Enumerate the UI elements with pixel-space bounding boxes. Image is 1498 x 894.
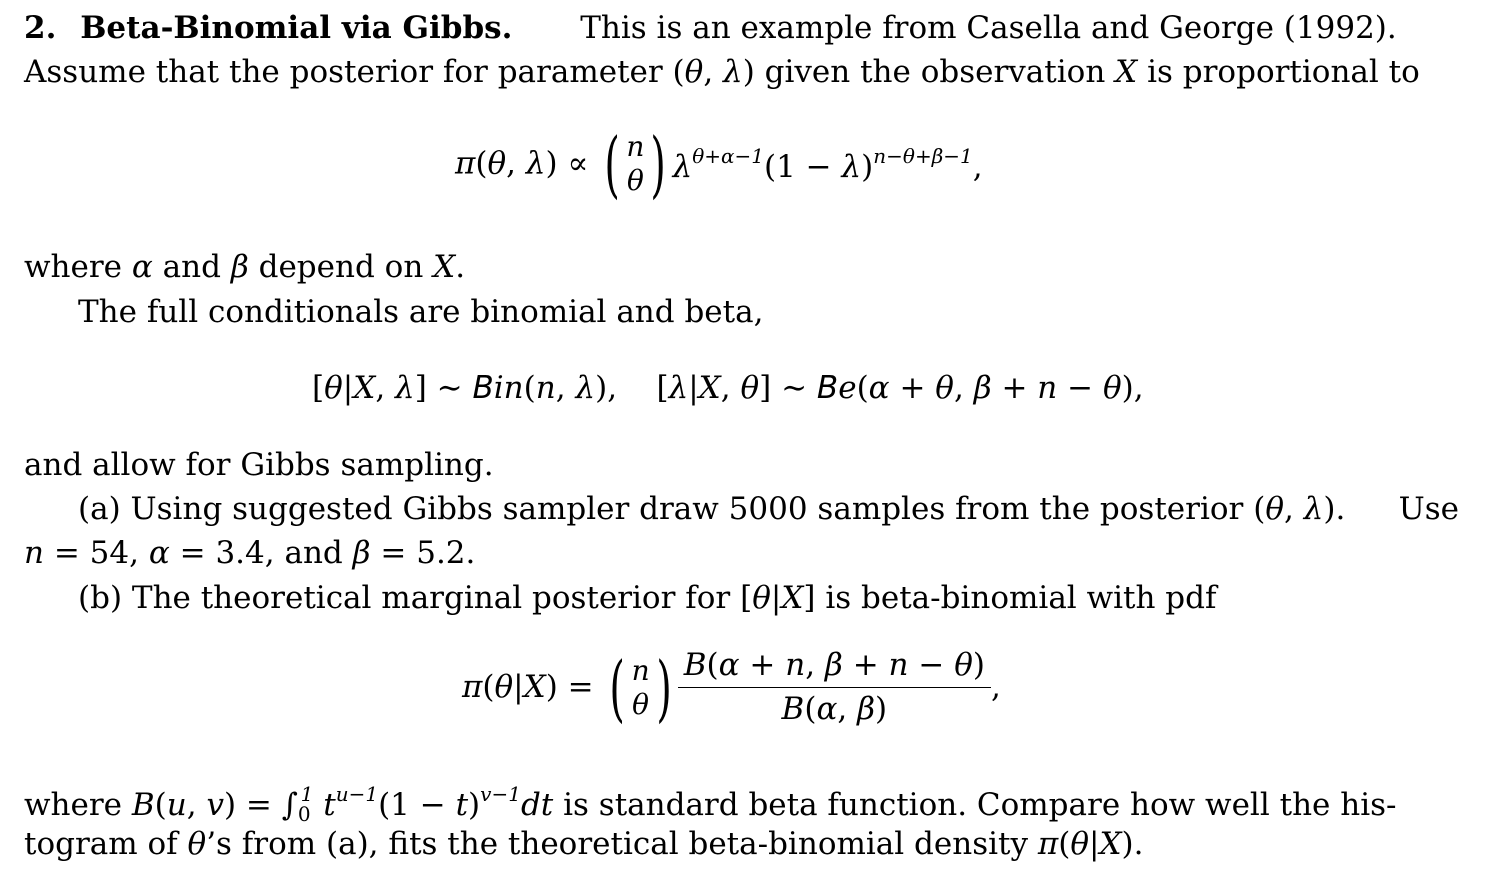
final-line-2: togram of θ’s from (a), fits the theoretical beta-binomial density π(θ|X). [24,826,1144,862]
gibbs-line: and allow for Gibbs sampling. [24,447,494,483]
final-text-a: where [24,787,123,823]
depend-line: where α and β depend on X. [24,249,466,285]
conditionals-line: The full conditionals are binomial and beta, [78,294,764,330]
posterior-equation: π(θ, λ) ∝ ( n θ ) $\lambda^{\theta+\alpha-1}(1 - \lambda)^{n-\theta+\beta-1}$, [455,122,983,206]
part-a-line-1: (a) Using suggested Gibbs sampler draw 5000 samples from the posterior (θ, λ). Use [78,491,1459,527]
part-b-line: (b) The theoretical marginal posterior for [θ|X] is beta-binomial with pdf [78,580,1217,616]
intro-sentence: This is an example from Casella and George (1992). [580,10,1397,46]
part-b-text-b: is beta-binomial with pdf [825,580,1217,616]
part-a-n-value: 54, [89,535,139,571]
beta-binomial-equation: π(θ|X) = ( n θ ) $\frac{B(\alpha + n, \beta + n - \theta)}{B(\alpha, \beta)}$ , [462,645,1001,730]
part-a-text: (a) Using suggested Gibbs sampler draw 5000 samples from the posterior [78,491,1244,527]
problem-number: 2. [24,10,57,46]
final-text-c: togram of [24,826,178,862]
depend-text-b: and [162,249,221,285]
part-a-alpha-value: 3.4, and [215,535,343,571]
part-b-text-a: (b) The theoretical marginal posterior for [78,580,731,616]
intro-text-c: is proportional to [1147,54,1420,90]
conditionals-equation: [θ|X, λ] ∼ Bin(n, λ), [λ|X, θ] ∼ Be(α + θ, β + n − θ), [312,370,1144,406]
depend-text-a: where [24,249,123,285]
part-a-use: Use [1398,491,1459,527]
final-line-1: where B(u, $v) = \int_0^1$ $t^{u-1}(1 - t)^{v-1}dt$ is standard beta function. Compare how well the his- [24,782,1397,826]
problem-heading-line [24,10,1397,46]
problem-title: Beta-Binomial via Gibbs. [80,10,513,46]
final-text-b: is standard beta function. Compare how well the his- [563,787,1397,823]
intro-line-2: Assume that the posterior for parameter (θ, λ) given the observation X is proportional to [24,54,1420,90]
depend-text-c: depend on [258,249,424,285]
part-a-beta-value: 5.2. [416,535,476,571]
part-a-line-2: n = 54, α = 3.4, and β = 5.2. [24,535,476,571]
final-text-d: ’s from (a), fits the theoretical beta-binomial density [206,826,1028,862]
intro-text-b: given the observation [764,54,1106,90]
intro-text-a: Assume that the posterior for parameter [24,54,663,90]
